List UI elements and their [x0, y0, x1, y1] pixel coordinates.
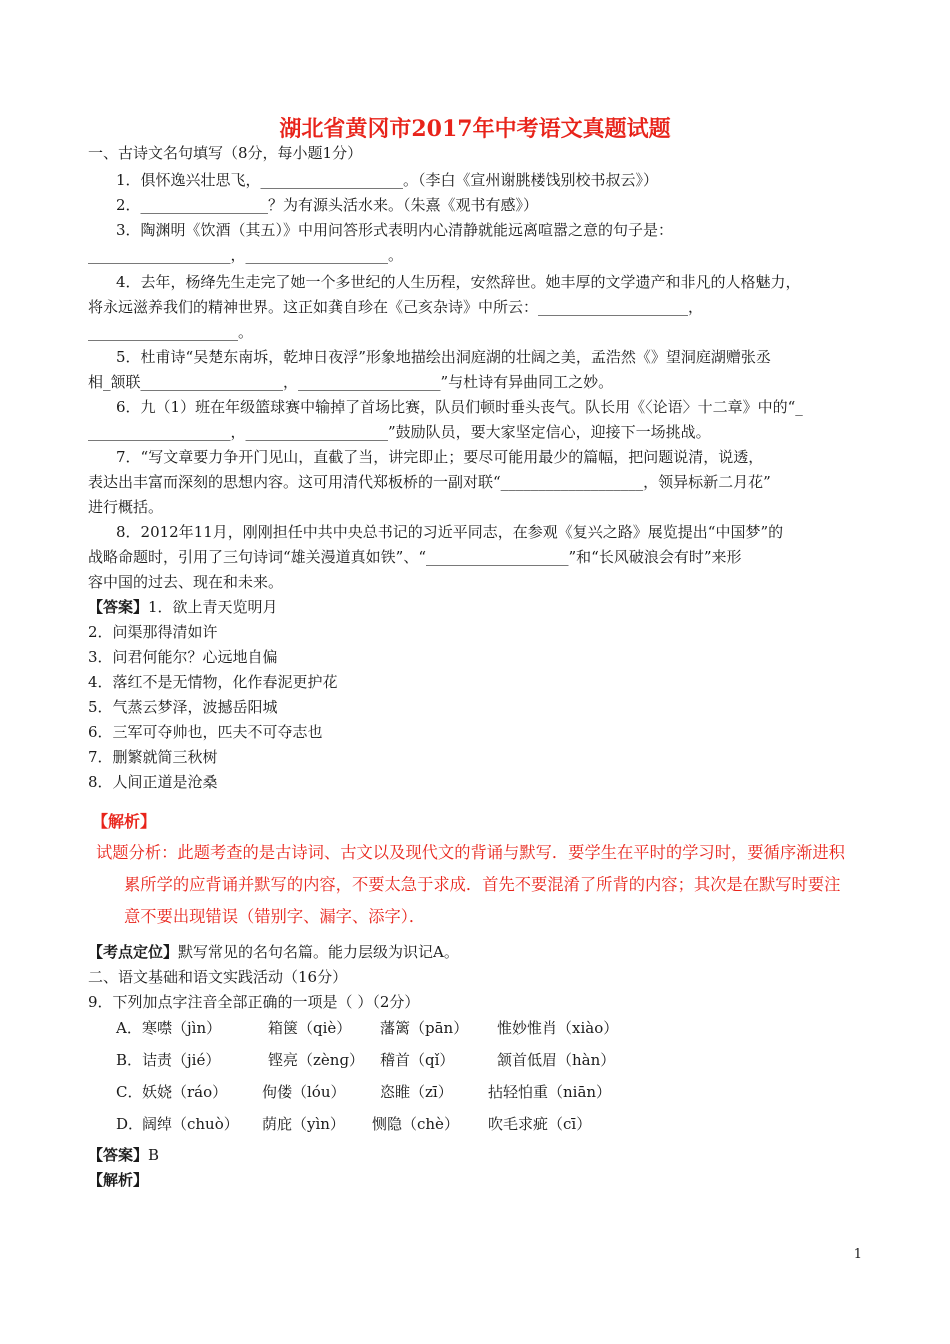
answer-item: 3．问君何能尔？心远地自偏	[88, 648, 278, 666]
kaodian-block	[88, 942, 459, 962]
option-item: 藩篱（pān）	[380, 1019, 469, 1037]
question-line: 将永远滋养我们的精神世界。这正如龚自珍在《己亥杂诗》中所云：____________________，	[88, 298, 704, 316]
analysis-label: 【解析】	[88, 1171, 149, 1189]
option-item: 荫庇（yìn）	[262, 1115, 345, 1133]
analysis-label: 【解析】	[92, 812, 157, 831]
question-line: 相_颔联___________________，___________________”与杜诗有异曲同工之妙。	[88, 373, 614, 391]
answer-item: 1．欲上青天览明月	[148, 598, 278, 616]
kaodian-text: 默写常见的名句名篇。能力层级为识记A。	[178, 943, 459, 961]
answer-item: 6．三军可夺帅也，匹夫不可夺志也	[88, 723, 323, 741]
kaodian-label: 【考点定位】	[88, 943, 179, 961]
question-line: 6．九（1）班在年级篮球赛中输掉了首场比赛，队员们顿时垂头丧气。队长用《〈论语〉十二章》中的“_	[116, 398, 803, 416]
option-item: 箱箧（qiè）	[268, 1019, 352, 1037]
answer-item: 7．删繁就简三秋树	[88, 748, 218, 766]
answer-label: 【答案】	[88, 1146, 149, 1164]
option-item: 恣睢（zī）	[380, 1083, 453, 1101]
answer-item: 5．气蒸云梦泽，波撼岳阳城	[88, 698, 278, 716]
question-line: ___________________，___________________”鼓励队员，要大家坚定信心，迎接下一场挑战。	[88, 423, 711, 441]
option-label: A．	[116, 1019, 142, 1037]
option-item: 吹毛求疵（cī）	[488, 1115, 592, 1133]
question-line: ___________________，___________________。	[88, 246, 404, 264]
question-line: 容中国的过去、现在和未来。	[88, 573, 284, 591]
option-item: 稽首（qǐ）	[380, 1051, 455, 1069]
analysis-line: 累所学的应背诵并默写的内容，不要太急于求成．首先不要混淆了所背的内容；其次是在默写时要注	[124, 875, 841, 894]
answer-block	[88, 597, 278, 617]
option-item: 恻隐（chè）	[372, 1115, 459, 1133]
option-label: B．	[116, 1051, 143, 1069]
page-title: 湖北省黄冈市2017年中考语文真题试题	[279, 116, 671, 142]
question-9: 9．下列加点字注音全部正确的一项是（ ）（2分）	[88, 993, 420, 1011]
option-label: C．	[116, 1083, 143, 1101]
question-line: 3．陶渊明《饮酒（其五）》中用问答形式表明内心清静就能远离喧嚣之意的句子是：	[116, 221, 674, 239]
answer-label: 【答案】	[88, 598, 149, 616]
option-item: 颔首低眉（hàn）	[497, 1051, 616, 1069]
option-item: 惟妙惟肖（xiào）	[497, 1019, 619, 1037]
analysis-line: 意不要出现错误（错别字、漏字、添字）．	[124, 907, 426, 926]
question-line: 5．杜甫诗“吴楚东南坼，乾坤日夜浮”形象地描绘出洞庭湖的壮阔之美，孟浩然《》望洞庭湖赠张丞	[116, 348, 771, 366]
option-item: 拈轻怕重（niān）	[488, 1083, 612, 1101]
question-line: 2．_________________？为有源头活水来。（朱熹《观书有感》）	[116, 196, 539, 214]
option-item: 妖娆（ráo）	[142, 1083, 228, 1101]
answer-value: B	[148, 1146, 160, 1164]
option-item: 铿亮（zènɡ）	[268, 1051, 365, 1069]
question-line: 8．2012年11月，刚刚担任中共中央总书记的习近平同志，在参观《复兴之路》展览提出“中国梦”的	[116, 523, 784, 541]
option-item: 佝偻（lóu）	[262, 1083, 346, 1101]
option-label: D．	[116, 1115, 144, 1133]
answer-item: 8．人间正道是沧桑	[88, 773, 218, 791]
question-line: 进行概括。	[88, 498, 164, 516]
question-line: 7．“写文章要力争开门见山，直截了当，讲完即止；要尽可能用最少的篇幅，把问题说清，说透，	[116, 448, 764, 466]
option-item: 寒噤（jìn）	[142, 1019, 222, 1037]
answer-block	[88, 1145, 159, 1165]
option-item: 阔绰（chuò）	[142, 1115, 239, 1133]
question-line: 表达出丰富而深刻的思想内容。这可用清代郑板桥的一副对联“___________________，领异标新二月花”	[88, 473, 771, 491]
answer-item: 2．问渠那得清如许	[88, 623, 218, 641]
page-number: 1	[853, 1247, 862, 1262]
question-line: 1．俱怀逸兴壮思飞，___________________。（李白《宣州谢朓楼饯别校书叔云》）	[116, 171, 659, 189]
question-line: 战略命题时，引用了三句诗词“雄关漫道真如铁”、“___________________”和“长风破浪会有时”来形	[88, 548, 742, 566]
section-heading: 一、古诗文名句填写（8分，每小题1分）	[88, 144, 363, 162]
option-item: 诘责（jié）	[142, 1051, 221, 1069]
question-line: 4．去年，杨绛先生走完了她一个多世纪的人生历程，安然辞世。她丰厚的文学遗产和非凡的人格魅力，	[116, 273, 801, 291]
analysis-line: 试题分析：此题考查的是古诗词、古文以及现代文的背诵与默写．要学生在平时的学习时，要循序渐进积	[96, 843, 845, 862]
answer-item: 4．落红不是无情物，化作春泥更护花	[88, 673, 338, 691]
section-heading: 二、语文基础和语文实践活动（16分）	[88, 968, 348, 986]
question-line: ____________________。	[88, 323, 254, 341]
